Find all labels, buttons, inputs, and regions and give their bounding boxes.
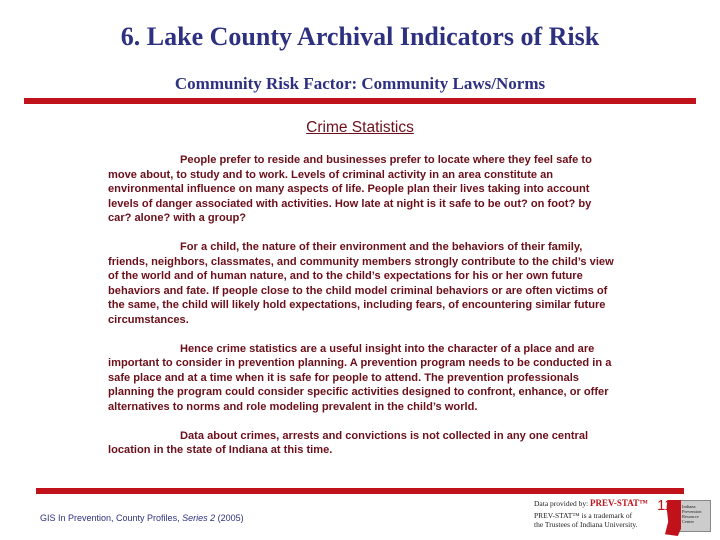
top-divider	[24, 98, 696, 104]
logo-box	[679, 500, 711, 532]
paragraph: People prefer to reside and businesses prefer to locate where they feel safe to move about, to study and to work. Levels of criminal activity in an area constitute an environmental influence on many aspects of life. People plan their lives taking into account levels of danger associated with activities. How late at night is it safe to be out? on foot? by car? alone? with a group?	[108, 154, 592, 224]
section-body	[108, 153, 614, 472]
logo-text: Resource	[682, 514, 699, 519]
logo-text: Prevention	[682, 509, 702, 514]
data-credit	[534, 499, 648, 529]
section-heading: Crime Statistics	[306, 119, 414, 136]
logo-text: Center	[682, 519, 694, 524]
citation-series: Series 2	[182, 513, 216, 523]
trademark-line: the Trustees of Indiana University.	[534, 520, 638, 529]
bottom-divider	[36, 488, 684, 494]
trademark-line: PREV-STAT™ is a trademark of	[534, 511, 633, 520]
page-title: 6. Lake County Archival Indicators of Risk	[120, 22, 600, 51]
paragraph: Data about crimes, arrests and convictions is not collected in any one central location in the state of Indiana at this time.	[108, 429, 589, 456]
paragraph: Hence crime statistics are a useful insight into the character of a place and are important to consider in prevention planning. A prevention program needs to be conducted in a safe place and at a time when it is safe for people to attend. The prevention professionals planning the program could consider specific activities designed to confront, enhance, or offer alternatives to norms and role modeling prevalent in the child’s world.	[108, 342, 612, 413]
credit-brand: PREV-STAT™	[590, 498, 649, 508]
page-subtitle: Community Risk Factor: Community Laws/Norms	[174, 74, 546, 93]
citation-year: (2005)	[215, 513, 244, 523]
citation-text: GIS In Prevention, County Profiles,	[40, 513, 183, 523]
footer-citation	[40, 513, 244, 523]
paragraph: For a child, the nature of their environment and the behaviors of their family, friends, neighbors, classmates, and community members strongly contribute to the child’s view of the world and of human nature, and to the child’s expectations for his or her own future behaviors and fate. If people close to the child model criminal behaviors or are often victims of the same, the child will likely hold expectations, including fears, of encountering similar future circumstances.	[108, 241, 614, 326]
logo-text: Indiana	[682, 504, 696, 509]
page-number: 112	[657, 497, 681, 514]
credit-prefix: Data provided by:	[534, 499, 591, 508]
